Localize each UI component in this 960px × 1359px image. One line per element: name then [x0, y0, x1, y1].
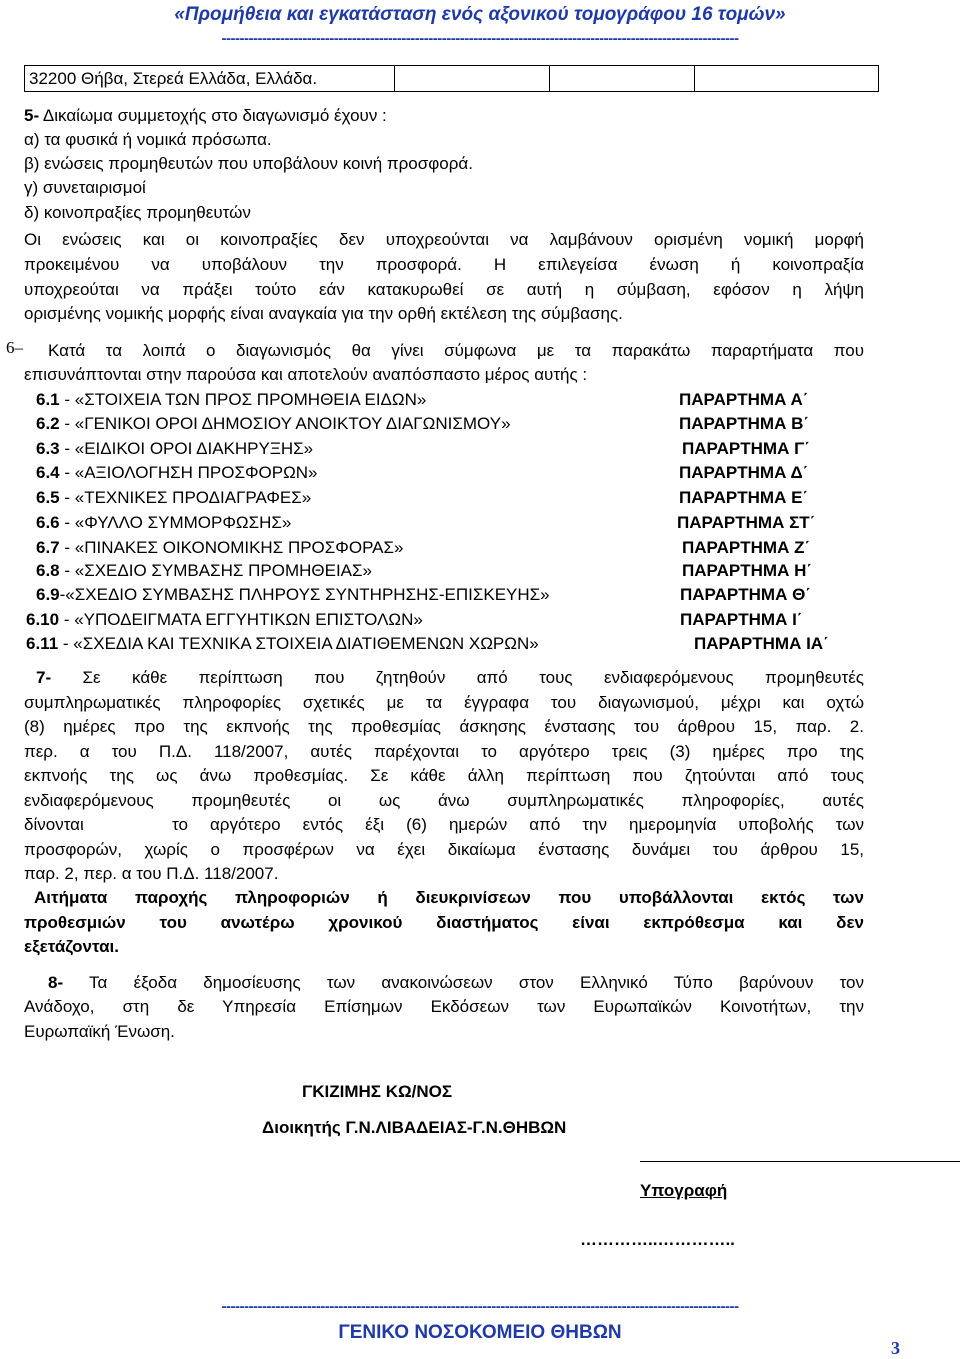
section5-line5: δ) κοινοπραξίες προμηθευτών — [24, 203, 251, 222]
section6-line2: επισυνάπτονται στην παρούσα και αποτελούν αναπόσπαστο μέρος αυτής : — [24, 365, 588, 384]
annex-item-title: - «ΣΧΕΔΙΟ ΣΥΜΒΑΣΗΣ ΠΡΟΜΗΘΕΙΑΣ» — [59, 561, 372, 580]
annex-item-number: 6.3 — [36, 439, 60, 458]
list-item — [36, 388, 696, 412]
signatory-name: ΓΚΙΖΙΜΗΣ ΚΩ/ΝΟΣ — [302, 1082, 453, 1101]
address-table — [24, 65, 879, 92]
annex-item-number: 6.6 — [36, 513, 60, 532]
annex-item-title: - «ΕΙΔΙΚΟΙ ΟΡΟΙ ΔΙΑΚΗΡΥΞΗΣ» — [59, 439, 314, 458]
annex-label: ΠΑΡΑΡΤΗΜΑ Β΄ — [679, 414, 810, 433]
annex-item-title: - «ΣΤΟΙΧΕΙΑ ΤΩΝ ΠΡΟΣ ΠΡΟΜΗΘΕΙΑ ΕΙΔΩΝ» — [59, 390, 427, 409]
page-number: 3 — [891, 1338, 900, 1358]
section5-line2: α) τα φυσικά ή νομικά πρόσωπα. — [24, 130, 272, 149]
annex-label: ΠΑΡΑΡΤΗΜΑ Ι΄ — [680, 610, 803, 629]
signature-label: Υπογραφή — [640, 1181, 728, 1200]
section8-line1-text: Τα έξοδα δημοσίευσης των ανακοινώσεων στον Ελληνικό Τύπο βαρύνουν τον — [89, 973, 864, 992]
table-cell — [695, 66, 879, 92]
annex-item-title: - «ΠΙΝΑΚΕΣ ΟΙΚΟΝΟΜΙΚΗΣ ΠΡΟΣΦΟΡΑΣ» — [59, 538, 404, 557]
section7-line6: ενδιαφερόμενους προμηθευτές οι ως άνω συμπληρωματικές πληροφορίες, αυτές — [24, 791, 864, 810]
table-row — [25, 66, 879, 92]
annex-label: ΠΑΡΑΡΤΗΜΑ Ζ΄ — [682, 538, 811, 557]
annex-item-number: 6.10 — [26, 610, 60, 629]
annex-item-number: 6.8 — [36, 561, 60, 580]
section8-line3: Ευρωπαϊκή Ένωση. — [24, 1022, 175, 1041]
section7-line1-text: Σε κάθε περίπτωση που ζητηθούν από τους ενδιαφερόμενους προμηθευτές — [82, 668, 864, 687]
annex-item-title: -«ΣΧΕΔΙΟ ΣΥΜΒΑΣΗΣ ΠΛΗΡΟΥΣ ΣΥΝΤΗΡΗΣΗΣ-ΕΠΙΣΚΕΥΗΣ» — [59, 585, 550, 604]
list-item — [36, 437, 696, 461]
table-cell — [395, 66, 550, 92]
signature-dots: …………..………….. — [580, 1230, 735, 1249]
annex-label: ΠΑΡΑΡΤΗΜΑ Η΄ — [682, 561, 813, 580]
section5-line4: γ) συνεταιρισμοί — [24, 178, 146, 197]
section5-line6: Οι ενώσεις και οι κοινοπραξίες δεν υποχρεούνται να λαμβάνουν ορισμένη νομική μορφή — [24, 230, 864, 249]
section8-line1 — [48, 971, 864, 995]
section7-line7: δίνονται το αργότερο εντός έξι (6) ημερών από την ημερομηνία υποβολής των — [24, 815, 864, 834]
signature-line — [640, 1161, 960, 1162]
annex-label: ΠΑΡΑΡΤΗΜΑ Α΄ — [679, 390, 809, 409]
section7-bold-line1: Αιτήματα παροχής πληροφοριών ή διευκρινίσεων που υποβάλλονται εκτός των — [34, 888, 864, 907]
list-item — [36, 536, 696, 560]
section6-number-text: 6 — [6, 338, 15, 357]
list-item — [36, 486, 696, 510]
annex-item-number: 6.4 — [36, 463, 60, 482]
address-cell: 32200 Θήβα, Στερεά Ελλάδα, Ελλάδα. — [25, 66, 395, 92]
annex-item-number: 6.11 — [26, 634, 59, 653]
annex-label: ΠΑΡΑΡΤΗΜΑ ΣΤ΄ — [677, 513, 816, 532]
document-header-title: «Προμήθεια και εγκατάσταση ενός αξονικού τομογράφου 16 τομών» — [174, 4, 786, 25]
annex-item-number: 6.9 — [36, 585, 60, 604]
annex-item-title: - «ΑΞΙΟΛΟΓΗΣΗ ΠΡΟΣΦΟΡΩΝ» — [59, 463, 318, 482]
annex-item-title: - «ΤΕΧΝΙΚΕΣ ΠΡΟΔΙΑΓΡΑΦΕΣ» — [59, 488, 312, 507]
annex-label: ΠΑΡΑΡΤΗΜΑ Δ΄ — [679, 463, 809, 482]
annex-item-title: - «ΦΥΛΛΟ ΣΥΜΜΟΡΦΩΣΗΣ» — [59, 513, 292, 532]
section7-bold-line3: εξετάζονται. — [24, 937, 119, 956]
section6-line1: Κατά τα λοιπά ο διαγωνισμός θα γίνει σύμφωνα με τα παρακάτω παραρτήματα που — [48, 341, 864, 360]
section7-line8: προσφορών, χωρίς ο προσφέρων να έχει δικαίωμα ένστασης δυνάμει του άρθρου 15, — [24, 840, 864, 859]
footer-organization: ΓΕΝΙΚΟ ΝΟΣΟΚΟΜΕΙΟ ΘΗΒΩΝ — [338, 1322, 622, 1343]
list-item — [26, 632, 686, 656]
section5-number: 5- — [24, 106, 40, 125]
annex-item-title: - «ΥΠΟΔΕΙΓΜΑΤΑ ΕΓΓΥΗΤΙΚΩΝ ΕΠΙΣΤΟΛΩΝ» — [59, 610, 423, 629]
section5-line8: υποχρεούται να πράξει τούτο εάν κατακυρωθεί σε αυτή η σύμβαση, εφόσον η λήψη — [24, 280, 864, 299]
annex-item-title: - «ΣΧΕΔΙΑ ΚΑΙ ΤΕΧΝΙΚΑ ΣΤΟΙΧΕΙΑ ΔΙΑΤΙΘΕΜΕΝΩΝ ΧΩΡΩΝ» — [58, 634, 539, 653]
annex-label: ΠΑΡΑΡΤΗΜΑ Ε΄ — [679, 488, 809, 507]
section7-line3: (8) ημέρες προ της εκπνοής της προθεσμίας άσκησης ένστασης του άρθρου 15, παρ. 2. — [24, 717, 864, 736]
list-item — [36, 412, 696, 436]
section7-number: 7- — [36, 668, 52, 687]
section6-number: 6– — [6, 338, 23, 357]
section7-line4: περ. α του Π.Δ. 118/2007, αυτές παρέχονται το αργότερο τρεις (3) ημέρες προ της — [24, 742, 864, 761]
annex-item-number: 6.1 — [36, 390, 60, 409]
section7-line9: παρ. 2, περ. α του Π.Δ. 118/2007. — [24, 864, 279, 883]
list-item — [36, 511, 696, 535]
section5-line3: β) ενώσεις προμηθευτών που υποβάλουν κοινή προσφορά. — [24, 154, 473, 173]
section8-line2: Ανάδοχο, στη δε Υπηρεσία Επίσημων Εκδόσεων των Ευρωπαϊκών Κοινοτήτων, την — [24, 997, 864, 1016]
list-item — [36, 559, 696, 583]
table-cell — [550, 66, 695, 92]
section5-line9: ορισμένης νομικής μορφής είναι αναγκαία για την ορθή εκτέλεση της σύμβασης. — [24, 304, 623, 323]
annex-label: ΠΑΡΑΡΤΗΜΑ ΙΑ΄ — [694, 634, 829, 653]
footer-dash-rule: ------------------------------------------------------------------------------------------------------------------- — [221, 1298, 739, 1315]
section5-line1: Δικαίωμα συμμετοχής στο διαγωνισμό έχουν : — [42, 106, 387, 125]
annex-item-number: 6.7 — [36, 538, 60, 557]
section7-bold-line2: προθεσμιών του ανωτέρω χρονικού διαστήματος είναι εκπρόθεσμα και δεν — [24, 913, 864, 932]
signatory-role: Διοικητής Γ.Ν.ΛΙΒΑΔΕΙΑΣ-Γ.Ν.ΘΗΒΩΝ — [262, 1118, 567, 1137]
list-item — [36, 583, 696, 607]
annex-item-number: 6.2 — [36, 414, 60, 433]
annex-label: ΠΑΡΑΡΤΗΜΑ Θ΄ — [680, 585, 811, 604]
section8-number: 8- — [48, 973, 64, 992]
list-item — [26, 608, 686, 632]
section5-heading — [24, 104, 864, 128]
section7-line2: συμπληρωματικές πληροφορίες σχετικές με τα έγγραφα του διαγωνισμού, μέχρι και οχτώ — [24, 693, 864, 712]
annex-item-number: 6.5 — [36, 488, 60, 507]
header-dash-rule: ------------------------------------------------------------------------------------------------------------------- — [221, 30, 739, 47]
annex-item-title: - «ΓΕΝΙΚΟΙ ΟΡΟΙ ΔΗΜΟΣΙΟΥ ΑΝΟΙΚΤΟΥ ΔΙΑΓΩΝΙΣΜΟΥ» — [59, 414, 511, 433]
section5-line7: προκειμένου να υποβάλουν την προσφορά. Η επιλεγείσα ένωση ή κοινοπραξία — [24, 255, 864, 274]
annex-label: ΠΑΡΑΡΤΗΜΑ Γ΄ — [682, 439, 810, 458]
list-item — [36, 461, 696, 485]
section7-line5: εκπνοής της ως άνω προθεσμίας. Σε κάθε άλλη περίπτωση που ζητούνται από τους — [24, 766, 864, 785]
section7-line1 — [36, 666, 864, 690]
